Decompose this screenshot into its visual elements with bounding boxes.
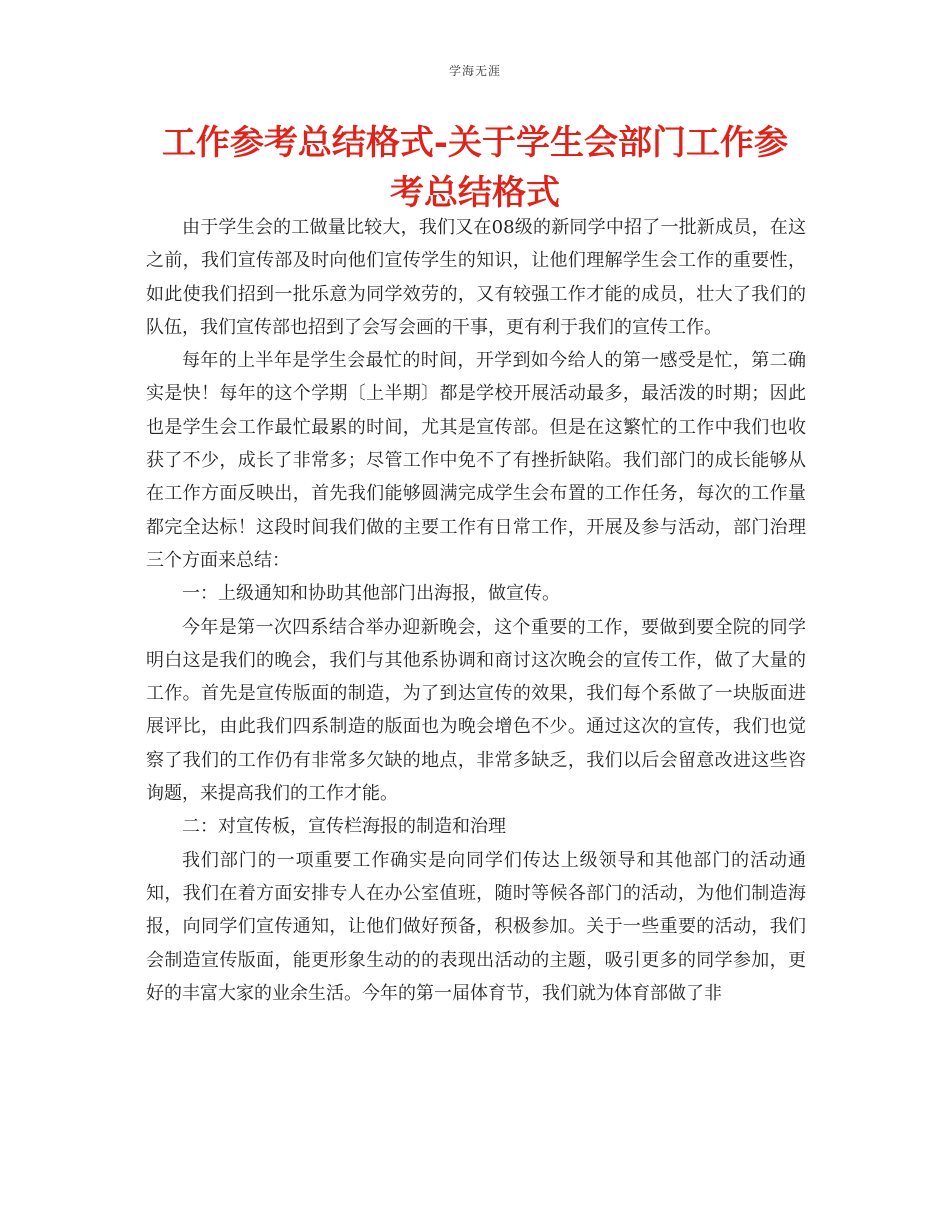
paragraph: 我们部门的一项重要工作确实是向同学们传达上级领导和其他部门的活动通知，我们在着方面安排专人在办公室值班，随时等候各部门的活动，为他们制造海报，向同学们宣传通知，让他们做好预备，积极参加。关于一些重要的活动，我们会制造宣传版面，能更形象生动的的表现出活动的主题，吸引更多的同学参加，更好的丰富大家的业余生活。今年的第一届体育节，我们就为体育部做了非 (146, 849, 806, 1004)
section-heading: 二：对宣传板，宣传栏海报的制造和治理 (182, 816, 506, 838)
paragraph: 由于学生会的工做量比较大，我们又在08级的新同学中招了一批新成员，在这之前，我们宣传部及时向他们宣传学生的知识，让他们理解学生会工作的重要性，如此使我们招到一批乐意为同学效劳的，又有较强工作才能的成员，壮大了我们的队伍，我们宣传部也招到了会写会画的干事，更有利于我们的宣传工作。 (146, 217, 806, 338)
document-body (146, 211, 806, 1010)
page-header: 学海无涯 (448, 64, 501, 78)
section-heading: 一：上级通知和协助其他部门出海报，做宣传。 (182, 583, 560, 605)
paragraph: 今年是第一次四系结合举办迎新晚会，这个重要的工作，要做到要全院的同学明白这是我们的晚会，我们与其他系协调和商讨这次晚会的宣传工作，做了大量的工作。首先是宣传版面的制造，为了到达宣传的效果，我们每个系做了一块版面进展评比，由此我们四系制造的版面也为晚会增色不少。通过这次的宣传，我们也觉察了我们的工作仍有非常多欠缺的地点，非常多缺乏，我们以后会留意改进这些咨询题，来提高我们的工作才能。 (146, 616, 806, 805)
paragraph: 每年的上半年是学生会最忙的时间，开学到如今给人的第一感受是忙，第二确实是快！每年的这个学期〔上半期〕都是学校开展活动最多，最活泼的时期；因此也是学生会工作最忙最累的时间，尤其是宣传部。但是在这繁忙的工作中我们也收获了不少，成长了非常多；尽管工作中免不了有挫折缺陷。我们部门的成长能够从在工作方面反映出，首先我们能够圆满完成学生会布置的工作任务，每次的工作量都完全达标！这段时间我们做的主要工作有日常工作，开展及参与活动，部门治理三个方面来总结： (146, 350, 806, 571)
document-title: 工作参考总结格式-关于学生会部门工作参考总结格式 (161, 123, 789, 213)
